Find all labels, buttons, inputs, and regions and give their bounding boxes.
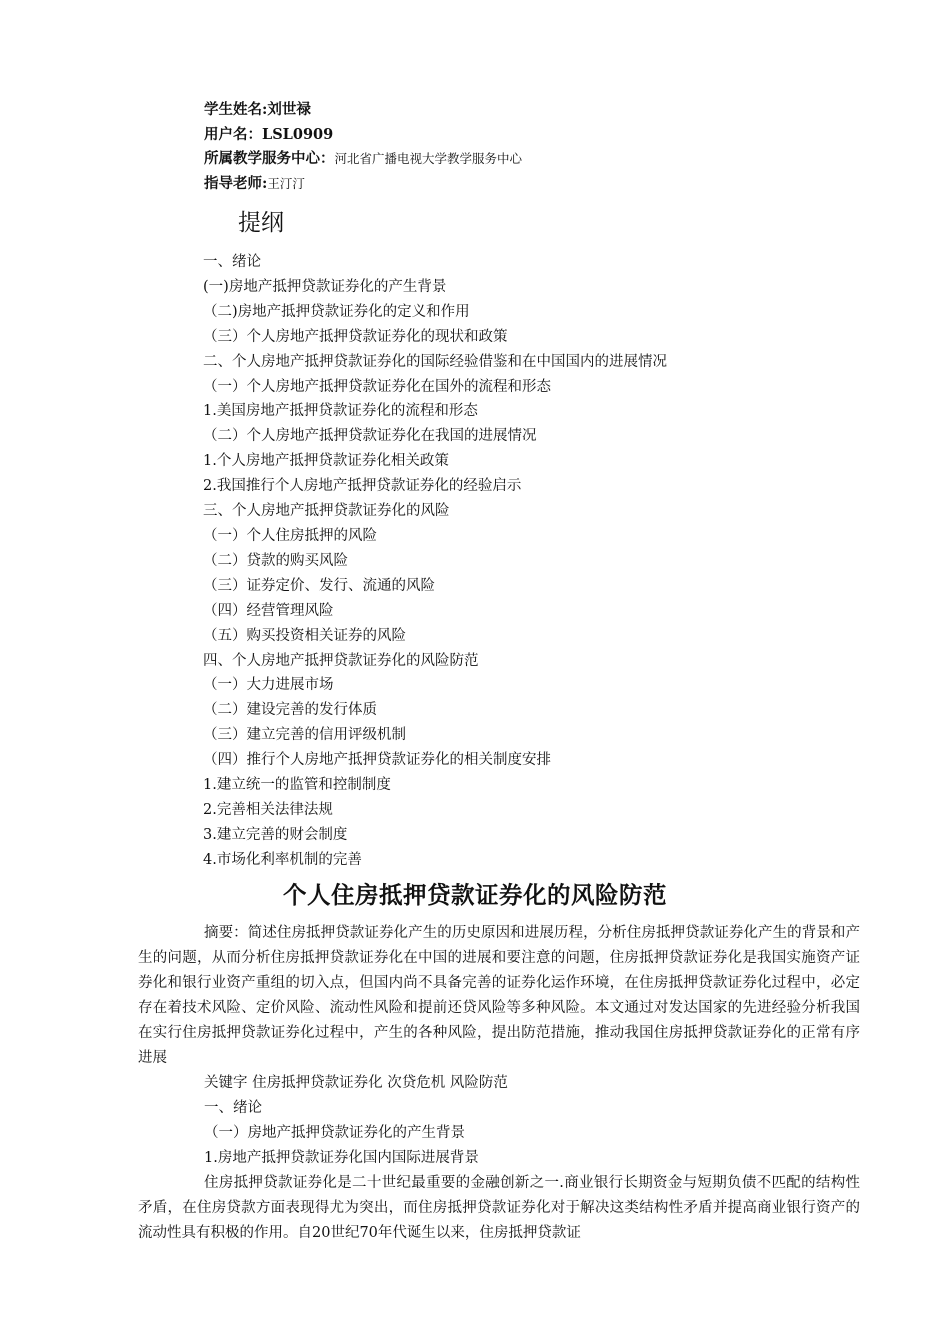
outline-item: 二、个人房地产抵押贷款证券化的国际经验借鉴和在中国国内的进展情况: [203, 353, 667, 370]
outline-item: （二）个人房地产抵押贷款证券化在我国的进展情况: [203, 428, 537, 445]
outline-item: （五）购买投资相关证券的风险: [203, 627, 406, 644]
outline-item: （一）个人房地产抵押贷款证券化在国外的流程和形态: [203, 378, 551, 395]
outline-item: 一、绪论: [203, 254, 261, 270]
outline-item: 三、个人房地产抵押贷款证券化的风险: [203, 503, 450, 520]
outline-item: （二）建设完善的发行体质: [203, 702, 377, 719]
username-value: LSL0909: [262, 125, 334, 143]
outline-item: （二)房地产抵押贷款证券化的定义和作用: [203, 303, 470, 320]
outline-item: 2.完善相关法律法规: [203, 801, 333, 818]
service-center-row: [204, 147, 804, 172]
outline-item: 3.建立完善的财会制度: [203, 826, 348, 843]
point-heading: 1.房地产抵押贷款证券化国内国际进展背景: [204, 1150, 479, 1166]
section-heading: 一、绪论: [204, 1100, 262, 1116]
outline-item: （三）个人房地产抵押贷款证券化的现状和政策: [203, 328, 508, 345]
subsection-heading: （一）房地产抵押贷款证券化的产生背景: [204, 1125, 465, 1141]
student-name-row: [204, 98, 804, 123]
outline-item: （一）大力进展市场: [203, 677, 334, 694]
service-center-label: 所属教学服务中心：: [204, 150, 335, 167]
keywords-line: 关键字 住房抵押贷款证券化 次贷危机 风险防范: [204, 1075, 508, 1091]
student-info: [204, 98, 804, 196]
outline-item: 1.美国房地产抵押贷款证券化的流程和形态: [203, 403, 478, 420]
advisor-row: [204, 172, 804, 197]
student-name-label: 学生姓名:: [204, 101, 268, 118]
article-title: 个人住房抵押贷款证券化的风险防范: [283, 881, 667, 909]
outline-item: 4.市场化利率机制的完善: [203, 851, 362, 868]
service-center-value: 河北省广播电视大学教学服务中心: [334, 151, 523, 166]
body-paragraph: 住房抵押贷款证券化是二十世纪最重要的金融创新之一.商业银行长期资金与短期负债不匹配的结构性矛盾，在住房贷款方面表现得尤为突出，而住房抵押贷款证券化对于解决这类结构性矛盾并提高商业银行资产的流动性具有积极的作用。自20世纪70年代诞生以来，住房抵押贷款证: [138, 1175, 860, 1241]
outline-item: （三）证券定价、发行、流通的风险: [203, 577, 435, 594]
outline-item: 1.建立统一的监管和控制制度: [203, 777, 391, 794]
outline-list: [203, 250, 843, 873]
outline-item: 1.个人房地产抵押贷款证券化相关政策: [203, 453, 449, 470]
student-name-value: 刘世禄: [267, 101, 311, 118]
outline-item: （四）推行个人房地产抵押贷款证券化的相关制度安排: [203, 752, 551, 769]
username-label: 用户名：: [204, 125, 262, 143]
outline-item: （二）贷款的购买风险: [203, 552, 348, 569]
outline-item: (一)房地产抵押贷款证券化的产生背景: [203, 278, 447, 295]
abstract-paragraph: 摘要：简述住房抵押贷款证券化产生的历史原因和进展历程，分析住房抵押贷款证券化产生的背景和产生的问题，从而分析住房抵押贷款证券化在中国的进展和要注意的问题，住房抵押贷款证券化是我国实施资产证券化和银行业资产重组的切入点，但国内尚不具备完善的证券化运作环境，在住房抵押贷款证券化过程中，必定存在着技术风险、定价风险、流动性风险和提前还贷风险等多种风险。本文通过对发达国家的先进经验分析我国在实行住房抵押贷款证券化过程中，产生的各种风险，提出防范措施，推动我国住房抵押贷款证券化的正常有序进展: [138, 925, 860, 1066]
article-body: [138, 921, 860, 1246]
advisor-value: 王汀汀: [267, 175, 305, 191]
outline-item: 2.我国推行个人房地产抵押贷款证券化的经验启示: [203, 478, 522, 495]
advisor-label: 指导老师:: [204, 174, 268, 192]
outline-item: （一）个人住房抵押的风险: [203, 527, 377, 544]
outline-item: （三）建立完善的信用评级机制: [203, 727, 406, 744]
outline-title: 提纲: [238, 210, 284, 236]
outline-item: 四、个人房地产抵押贷款证券化的风险防范: [203, 652, 479, 669]
outline-item: （四）经营管理风险: [203, 602, 334, 619]
username-row: [204, 123, 804, 148]
